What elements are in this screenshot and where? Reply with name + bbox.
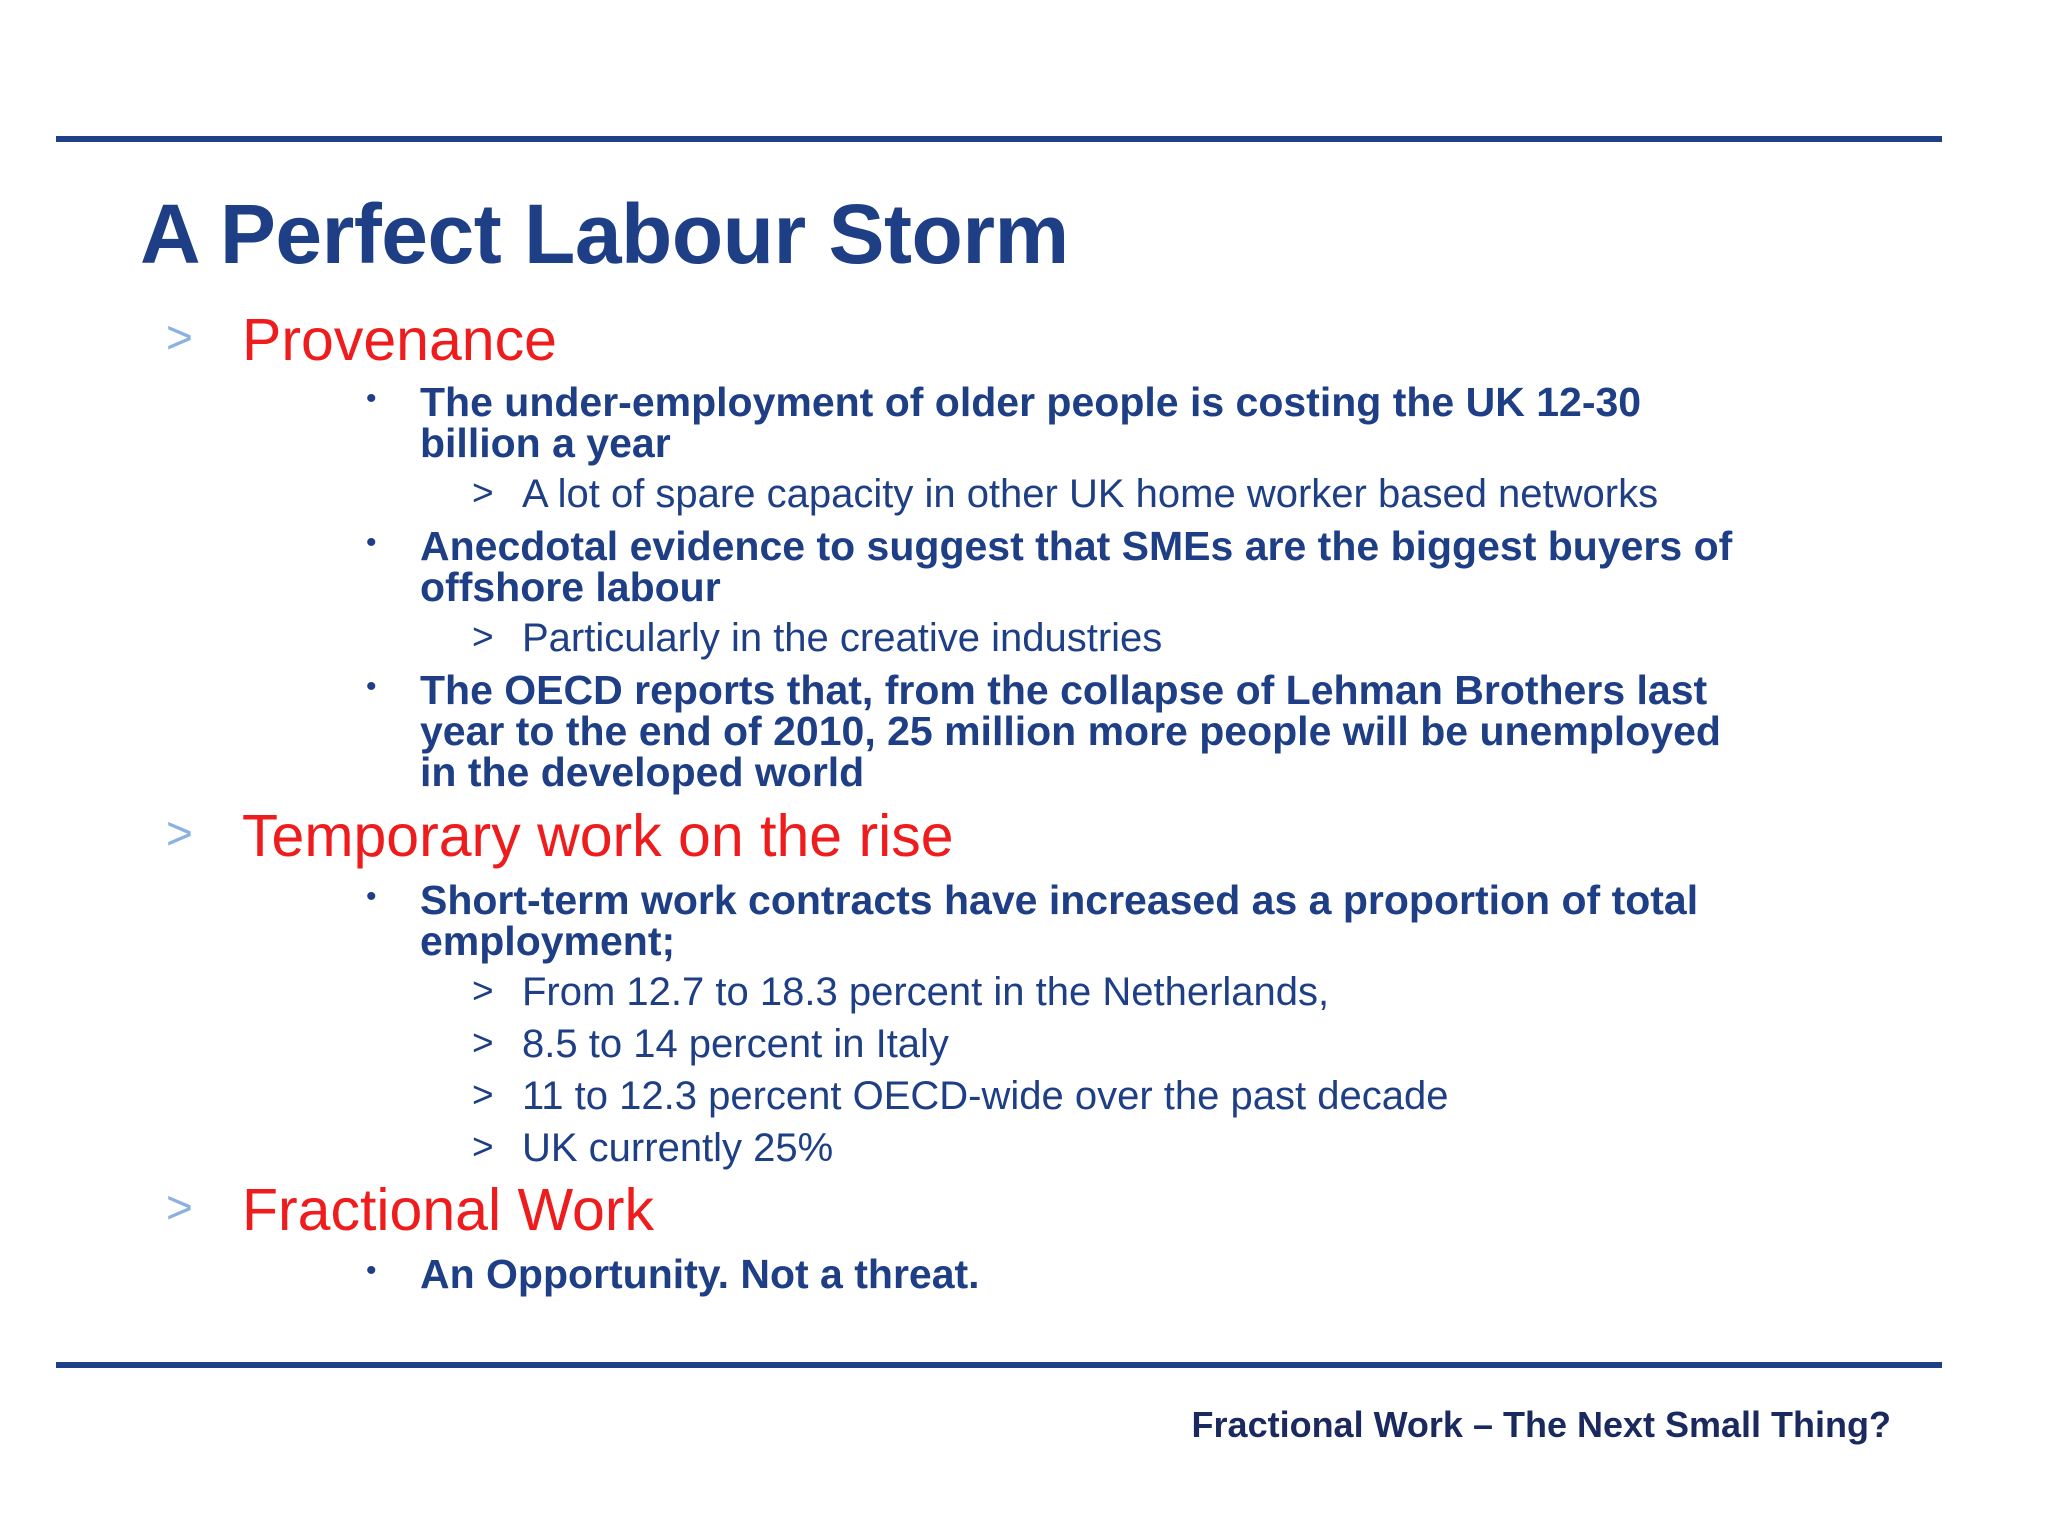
bullet-text: The OECD reports that, from the collapse of Lehman Brothers last year to the end of 2010, 25 million more people will be unemployed in the developed world	[420, 667, 1721, 795]
sub-bullet-text: UK currently 25%	[522, 1126, 834, 1170]
section-marker: >	[166, 311, 193, 363]
bullet-text: Short-term work contracts have increased as a proportion of total employment;	[420, 877, 1699, 964]
section-heading-text: Fractional Work	[242, 1177, 655, 1243]
sub-bullet-text: 11 to 12.3 percent OECD-wide over the past decade	[522, 1074, 1449, 1118]
bullet-marker: •	[366, 526, 377, 559]
sub-bullet-marker: >	[472, 472, 494, 513]
bullet-text: Anecdotal evidence to suggest that SMEs are the biggest buyers of offshore labour	[420, 523, 1733, 610]
sub-bullet-marker: >	[472, 616, 494, 657]
sub-bullet-marker: >	[472, 1074, 494, 1115]
section-heading-text: Temporary work on the rise	[242, 803, 954, 869]
bullet-marker: •	[366, 880, 377, 913]
sub-bullet-text: A lot of spare capacity in other UK home worker based networks	[522, 472, 1659, 516]
sub-bullet-marker: >	[472, 1126, 494, 1167]
sub-bullet-text: 8.5 to 14 percent in Italy	[522, 1022, 949, 1066]
bullet-marker: •	[366, 382, 377, 415]
sub-bullet-text: From 12.7 to 18.3 percent in the Netherlands,	[522, 970, 1330, 1014]
sub-bullet-marker: >	[472, 1022, 494, 1063]
top-divider	[56, 136, 1942, 142]
bullet-text: An Opportunity. Not a threat.	[420, 1251, 980, 1297]
bullet-marker: •	[366, 1254, 377, 1287]
bullet-text: The under-employment of older people is costing the UK 12-30 billion a year	[420, 379, 1642, 466]
sub-bullet-text: Particularly in the creative industries	[522, 616, 1163, 660]
bullet-marker: •	[366, 670, 377, 703]
sub-bullet-marker: >	[472, 970, 494, 1011]
bottom-divider	[56, 1362, 1942, 1368]
section-marker: >	[166, 807, 193, 859]
section-marker: >	[166, 1181, 193, 1233]
section-heading-text: Provenance	[242, 307, 557, 373]
slide-title: A Perfect Labour Storm	[140, 187, 1069, 281]
slide-footer: Fractional Work – The Next Small Thing?	[1191, 1404, 1891, 1445]
